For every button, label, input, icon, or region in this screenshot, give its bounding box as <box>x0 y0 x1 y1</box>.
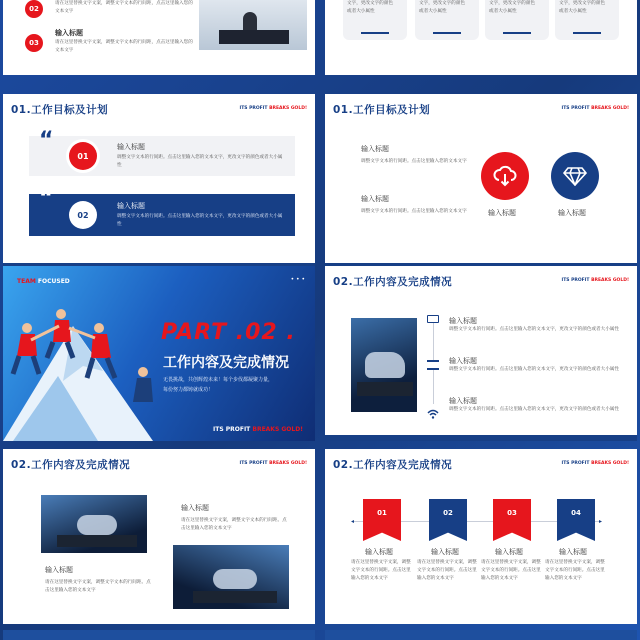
item-03-text: 请在这里替换文字文案，调整文字文本的行间距，点击这里输入您的文本文字 <box>55 40 193 53</box>
item-2-text: 调整文字文本的行间距。点击这里输入您的文本文字，更改文字的颜色或者大小属性 <box>449 367 619 372</box>
item-3-title: 输入标题 <box>449 397 477 405</box>
flag-02-title: 输入标题 <box>431 548 459 556</box>
brand-prefix: ITS PROFIT <box>239 461 270 466</box>
hand-shape <box>213 569 257 589</box>
flag-04-text: 请在这里替换文字文案，调整文字文本的行间距。点击这里输入您的文本文字 <box>545 560 605 581</box>
flag-01-title: 输入标题 <box>365 548 393 556</box>
slide-header: 02.工作内容及完成情况 <box>11 459 131 471</box>
card-3-underline <box>503 32 531 34</box>
flag-03 <box>493 499 531 541</box>
arrow-left-icon: ◂ <box>351 518 355 525</box>
card-3-line: 或者大小属性 <box>489 9 517 14</box>
brand-tagline <box>240 106 307 111</box>
flag-04-title: 输入标题 <box>559 548 587 556</box>
block-b-text: 请在这里替换文字文案，调整文字文本的行间距。点击这里输入您的文本文字 <box>45 580 151 593</box>
slide-header: 01.工作目标及计划 <box>11 104 109 116</box>
slide-header: 02.工作内容及完成情况 <box>333 276 453 288</box>
quote-1-title: 输入标题 <box>117 143 145 151</box>
block-a-text: 请在这里替换文字文案，调整文字文本的行间距。点击这里输入您的文本文字 <box>181 518 287 531</box>
number-badge-02: 02 <box>25 0 43 18</box>
flag-01-number: 01 <box>377 509 387 517</box>
card-2-text <box>419 0 475 16</box>
flag-02-text: 请在这里替换文字文案，调整文字文本的行间距。点击这里输入您的文本文字 <box>417 560 477 581</box>
section-part-label: PART .02 . <box>161 320 296 345</box>
slide-9-partial[interactable] <box>3 630 315 640</box>
card-1-line: 文字，更改文字的颜色 <box>347 1 393 6</box>
slide-8[interactable] <box>325 449 637 624</box>
flag-03-title: 输入标题 <box>495 548 523 556</box>
focused-word: FOCUSED <box>37 278 70 285</box>
card-2-line: 或者大小属性 <box>419 9 447 14</box>
slide-3[interactable] <box>3 94 315 269</box>
brand-suffix: BREAKS GOLD! <box>591 106 629 111</box>
item-2-title: 输入标题 <box>449 357 477 365</box>
number-badge-03: 03 <box>25 34 43 52</box>
block-a-title: 输入标题 <box>181 504 209 512</box>
diamond-icon <box>551 152 599 200</box>
block-b-title: 输入标题 <box>45 566 73 574</box>
dots-decoration: • • • <box>290 276 305 283</box>
item-02-text: 请在这里替换文字文案，调整文字文本的行间距，点击这里输入您的文本文字 <box>55 1 193 14</box>
flag-03-number: 03 <box>507 509 517 517</box>
flag-02-number: 02 <box>443 509 453 517</box>
card-1-underline <box>361 32 389 34</box>
brand-suffix: BREAKS GOLD! <box>269 461 307 466</box>
brand-prefix: ITS PROFIT <box>239 106 270 111</box>
laptop-photo-1 <box>41 495 147 553</box>
flag-02 <box>429 499 467 541</box>
flag-04 <box>557 499 595 541</box>
number-badge-02: 02 <box>69 201 97 229</box>
slide-header: 02.工作内容及完成情况 <box>333 459 453 471</box>
slide-bottom-bar <box>325 435 637 441</box>
monitor-icon <box>427 315 439 323</box>
wifi-icon <box>427 404 439 414</box>
slide-2[interactable] <box>325 0 637 75</box>
brand-prefix: ITS PROFIT <box>213 426 253 433</box>
icon-1-label: 输入标题 <box>488 209 516 217</box>
team-label <box>17 278 70 285</box>
card-1-text <box>347 0 403 16</box>
hand-shape <box>365 352 405 378</box>
quote-icon-2: “ <box>39 186 54 211</box>
brand-suffix: BREAKS GOLD! <box>591 461 629 466</box>
brand-suffix: BREAKS GOLD! <box>591 278 629 283</box>
flag-03-text: 请在这里替换文字文案，调整文字文本的行间距。点击这里输入您的文本文字 <box>481 560 541 581</box>
block-1-text: 调整文字文本的行间距。点击这里输入您的文本文字 <box>361 159 467 164</box>
cloud-download-icon <box>481 152 529 200</box>
card-2-underline <box>433 32 461 34</box>
item-03-title: 输入标题 <box>55 29 83 37</box>
number-badge-01: 01 <box>69 142 97 170</box>
brand-prefix: ITS PROFIT <box>561 106 592 111</box>
slide-header: 01.工作目标及计划 <box>333 104 431 116</box>
flag-04-number: 04 <box>571 509 581 517</box>
slide-7[interactable] <box>3 449 315 624</box>
slide-10-partial[interactable] <box>325 630 637 640</box>
card-4-line: 或者大小属性 <box>559 9 587 14</box>
block-2-title: 输入标题 <box>361 195 389 203</box>
keyboard-shape <box>357 382 413 396</box>
slide-6[interactable] <box>325 266 637 441</box>
flag-01 <box>363 499 401 541</box>
card-1-line: 或者大小属性 <box>347 9 375 14</box>
quote-2-title: 输入标题 <box>117 202 145 210</box>
brand-tagline <box>562 461 629 466</box>
item-3-text: 调整文字文本的行间距。点击这里输入您的文本文字，更改文字的颜色或者大小属性 <box>449 407 619 412</box>
quote-icon-1: “ <box>39 128 54 153</box>
team-word: TEAM <box>17 278 36 285</box>
card-4-underline <box>573 32 601 34</box>
card-4-line: 文字，更改文字的颜色 <box>559 1 605 6</box>
brand-suffix: BREAKS GOLD! <box>252 426 303 433</box>
section-desc-1: 无畏挑战，共创辉煌未来！每个步伐都凝聚力量， <box>163 377 274 383</box>
slide-4[interactable] <box>325 94 637 269</box>
section-brand <box>213 426 303 433</box>
brand-tagline <box>240 461 307 466</box>
desk-shape <box>219 30 289 44</box>
brand-tagline <box>562 106 629 111</box>
slide-1[interactable] <box>3 0 315 75</box>
keyboard-shape <box>57 535 137 547</box>
quote-2-text: 调整文字文本的行间距。点击这里输入您的文本文字，更改文字的颜色或者大小属性 <box>117 214 283 227</box>
brand-tagline <box>562 278 629 283</box>
item-1-title: 输入标题 <box>449 317 477 325</box>
section-title: 工作内容及完成情况 <box>163 355 289 371</box>
brand-prefix: ITS PROFIT <box>561 278 592 283</box>
brand-prefix: ITS PROFIT <box>561 461 592 466</box>
server-icon <box>427 360 439 370</box>
icon-2-label: 输入标题 <box>558 209 586 217</box>
slide-5[interactable] <box>3 266 315 441</box>
mountain-illustration <box>3 286 173 441</box>
typing-laptop-photo <box>351 318 417 412</box>
section-desc-2: 每份努力都铸就成功！ <box>163 387 214 393</box>
block-2-text: 调整文字文本的行间距。点击这里输入您的文本文字 <box>361 209 467 214</box>
hand-shape <box>77 515 117 535</box>
item-1-text: 调整文字文本的行间距。点击这里输入您的文本文字，更改文字的颜色或者大小属性 <box>449 327 619 332</box>
card-2-line: 文字，更改文字的颜色 <box>419 1 465 6</box>
card-3-line: 文字，更改文字的颜色 <box>489 1 535 6</box>
brand-suffix: BREAKS GOLD! <box>269 106 307 111</box>
card-3-text <box>489 0 545 16</box>
quote-1-text: 调整文字文本的行间距。点击这里输入您的文本文字，更改文字的颜色或者大小属性 <box>117 155 283 168</box>
laptop-photo-2 <box>173 545 289 609</box>
keyboard-shape <box>193 591 277 603</box>
flag-01-text: 请在这里替换文字文案，调整文字文本的行间距。点击这里输入您的文本文字 <box>351 560 411 581</box>
card-4-text <box>559 0 615 16</box>
block-1-title: 输入标题 <box>361 145 389 153</box>
office-photo <box>199 0 307 50</box>
arrow-right-icon: ▸ <box>599 518 603 525</box>
